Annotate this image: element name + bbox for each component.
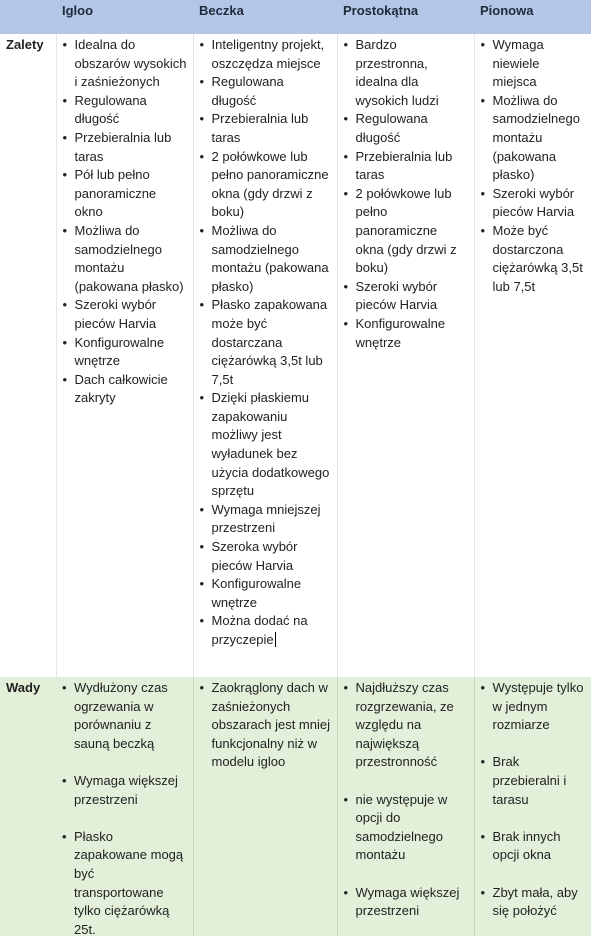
list-item: • Zaokrąglony dach w zaśnieżonych obszarach jest mniej funkcjonalny niż w modelu igloo (200, 679, 331, 772)
header-cell-igloo: Igloo (56, 0, 193, 34)
pros-list-igloo (63, 36, 187, 408)
pros-cell-igloo (56, 34, 193, 677)
list-item: • Wymaga większej przestrzeni (62, 772, 187, 809)
list-item: • 2 połówkowe lub pełno panoramiczne okna (gdy drzwi z boku) (344, 185, 468, 278)
list-item: • Szeroki wybór pieców Harvia (344, 278, 468, 315)
list-item: • Wymaga mniejszej przestrzeni (200, 501, 331, 538)
cons-cell-beczka (193, 677, 337, 936)
row-label-pros: Zalety (0, 34, 56, 677)
list-item: • Brak innych opcji okna (481, 828, 586, 865)
header-cell-pionowa: Pionowa (474, 0, 591, 34)
list-item: • nie występuje w opcji do samodzielnego montażu (344, 791, 468, 865)
list-item: • Konfigurowalne wnętrze (344, 315, 468, 352)
list-item-text: Można dodać na przyczepie (211, 613, 308, 647)
table-row-pros (0, 34, 591, 677)
list-item: • Wymaga niewiele miejsca (481, 36, 586, 92)
list-item: • Wymaga większej przestrzeni (344, 884, 468, 921)
list-item: • Zbyt mała, aby się położyć (481, 884, 586, 921)
header-cell-corner (0, 0, 56, 34)
list-item-with-caret[interactable] (200, 612, 331, 649)
list-item: • Możliwa do samodzielnego montażu (pakowana płasko) (481, 92, 586, 185)
list-item: • Brak przebieralni i tarasu (481, 753, 586, 809)
list-item: • Bardzo przestronna, idealna dla wysokich ludzi (344, 36, 468, 110)
pros-cell-pionowa (474, 34, 591, 677)
pros-cell-beczka (193, 34, 337, 677)
list-item: • Regulowana długość (63, 92, 187, 129)
cons-cell-igloo (56, 677, 193, 936)
list-item: • Pół lub pełno panoramiczne okno (63, 166, 187, 222)
cons-list-pionowa (481, 679, 586, 921)
list-item: • Szeroki wybór pieców Harvia (63, 296, 187, 333)
table-header (0, 0, 591, 34)
list-item: • Występuje tylko w jednym rozmiarze (481, 679, 586, 735)
list-item: • Szeroki wybór pieców Harvia (481, 185, 586, 222)
list-item: • Dach całkowicie zakryty (63, 371, 187, 408)
list-item: • Idealna do obszarów wysokich i zaśnieżonych (63, 36, 187, 92)
list-item: • Konfigurowalne wnętrze (63, 334, 187, 371)
list-item: • Regulowana długość (200, 73, 331, 110)
header-cell-prostokatna: Prostokątna (337, 0, 474, 34)
text-cursor (275, 632, 276, 647)
list-item: • Przebieralnia lub taras (63, 129, 187, 166)
list-item: • Konfigurowalne wnętrze (200, 575, 331, 612)
list-item: • Inteligentny projekt, oszczędza miejsce (200, 36, 331, 73)
pros-cell-prostokatna (337, 34, 474, 677)
cons-cell-prostokatna (337, 677, 474, 936)
list-item: • 2 połówkowe lub pełno panoramiczne okna (gdy drzwi z boku) (200, 148, 331, 222)
table-row-cons (0, 677, 591, 936)
cons-list-igloo (62, 679, 187, 936)
list-item: • Najdłuższy czas rozgrzewania, ze względu na największą przestronność (344, 679, 468, 772)
row-label-cons: Wady (0, 677, 56, 936)
pros-list-beczka (200, 36, 331, 650)
pros-list-prostokatna (344, 36, 468, 352)
list-item: • Dzięki płaskiemu zapakowaniu możliwy jest wyładunek bez użycia dodatkowego sprzętu (200, 389, 331, 501)
cons-list-beczka (200, 679, 331, 772)
list-item: • Możliwa do samodzielnego montażu (pakowana płasko) (200, 222, 331, 296)
list-item: • Płasko zapakowane mogą być transportowane tylko ciężarówką 25t. (62, 828, 187, 936)
list-item: • Może być dostarczona ciężarówką 3,5t lub 7,5t (481, 222, 586, 296)
list-item: • Szeroka wybór pieców Harvia (200, 538, 331, 575)
header-row (0, 0, 591, 34)
list-item: • Przebieralnia lub taras (344, 148, 468, 185)
list-item: • Płasko zapakowana może być dostarczana ciężarówką 3,5t lub 7,5t (200, 296, 331, 389)
list-item: • Przebieralnia lub taras (200, 110, 331, 147)
list-item: • Regulowana długość (344, 110, 468, 147)
list-item: • Możliwa do samodzielnego montażu (pakowana płasko) (63, 222, 187, 296)
cons-cell-pionowa (474, 677, 591, 936)
cons-list-prostokatna (344, 679, 468, 921)
header-cell-beczka: Beczka (193, 0, 337, 34)
list-item: • Wydłużony czas ogrzewania w porównaniu z sauną beczką (62, 679, 187, 753)
pros-list-pionowa (481, 36, 586, 296)
